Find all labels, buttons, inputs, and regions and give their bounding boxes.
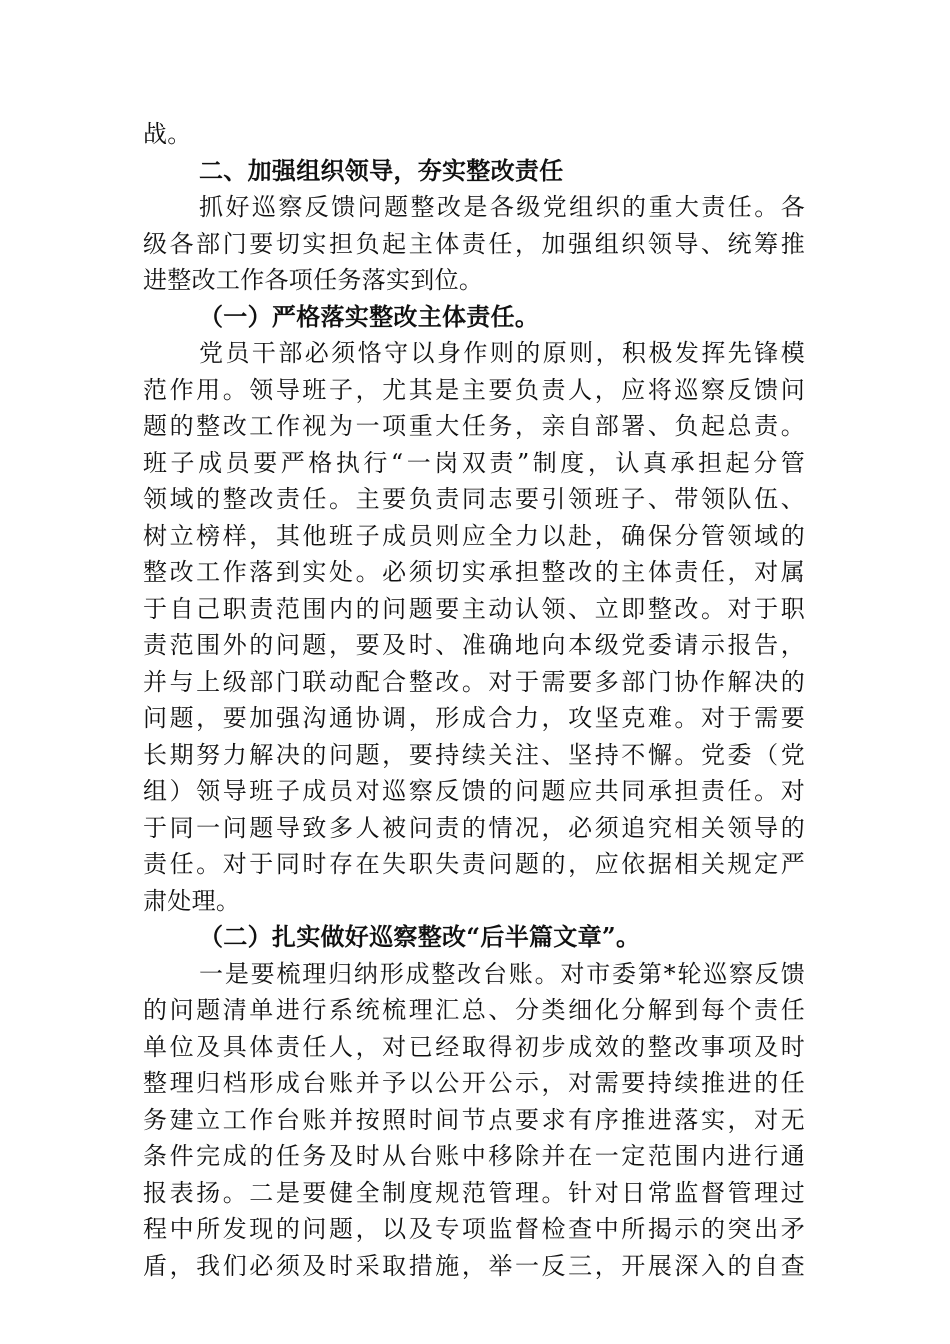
text-line: 责任。对于同时存在失职失责问题的，应依据相关规定严: [143, 850, 805, 878]
text-line: 班子成员要严格执行“一岗双责”制度，认真承担起分管: [143, 448, 805, 477]
section-heading: 二、加强组织领导，夯实整改责任: [199, 156, 564, 185]
text-line: 一是要梳理归纳形成整改台账。对市委第*轮巡察反馈: [199, 959, 805, 988]
subsection-heading: （二）扎实做好巡察整改“后半篇文章”。: [199, 922, 641, 951]
text-line: 整理归档形成台账并予以公开公示，对需要持续推进的任: [143, 1069, 805, 1097]
text-line: 报表扬。二是要健全制度规范管理。针对日常监督管理过: [143, 1178, 805, 1207]
text-line: 级各部门要切实担负起主体责任，加强组织领导、统筹推: [143, 229, 805, 258]
text-line: 整改工作落到实处。必须切实承担整改的主体责任，对属: [143, 558, 805, 586]
text-line: 进整改工作各项任务落实到位。: [143, 266, 484, 294]
text-line: 于自己职责范围内的问题要主动认领、立即整改。对于职: [143, 594, 805, 623]
text-line: 务建立工作台账并按照时间节点要求有序推进落实，对无: [143, 1105, 805, 1134]
text-line: 责范围外的问题，要及时、准确地向本级党委请示报告，: [143, 631, 805, 659]
text-line: 肃处理。: [143, 886, 241, 915]
text-line: 于同一问题导致多人被问责的情况，必须追究相关领导的: [143, 813, 805, 842]
text-line: 树立榜样，其他班子成员则应全力以赴，确保分管领域的: [143, 521, 805, 550]
text-line: 题的整改工作视为一项重大任务，亲自部署、负起总责。: [143, 412, 805, 440]
text-line: 战。: [143, 120, 192, 148]
text-line: 问题，要加强沟通协调，形成合力，攻坚克难。对于需要: [143, 704, 805, 732]
text-line: 条件完成的任务及时从台账中移除并在一定范围内进行通: [143, 1142, 805, 1170]
text-line: 的问题清单进行系统梳理汇总、分类细化分解到每个责任: [143, 996, 805, 1024]
text-line: 程中所发现的问题，以及专项监督检查中所揭示的突出矛: [143, 1215, 805, 1243]
text-line: 长期努力解决的问题，要持续关注、坚持不懈。党委（党: [143, 740, 805, 769]
text-line: 并与上级部门联动配合整改。对于需要多部门协作解决的: [143, 667, 805, 696]
text-line: 抓好巡察反馈问题整改是各级党组织的重大责任。各: [199, 193, 805, 221]
document-body: [143, 116, 805, 1284]
subsection-heading: （一）严格落实整改主体责任。: [199, 301, 540, 331]
text-line: 盾，我们必须及时采取措施，举一反三，开展深入的自查: [143, 1251, 805, 1280]
text-line: 范作用。领导班子，尤其是主要负责人，应将巡察反馈问: [143, 375, 805, 404]
text-line: 党员干部必须恪守以身作则的原则，积极发挥先锋模: [199, 339, 805, 367]
text-line: 组）领导班子成员对巡察反馈的问题应共同承担责任。对: [143, 777, 805, 805]
text-line: 单位及具体责任人，对已经取得初步成效的整改事项及时: [143, 1032, 805, 1061]
text-line: 领域的整改责任。主要负责同志要引领班子、带领队伍、: [143, 485, 805, 513]
